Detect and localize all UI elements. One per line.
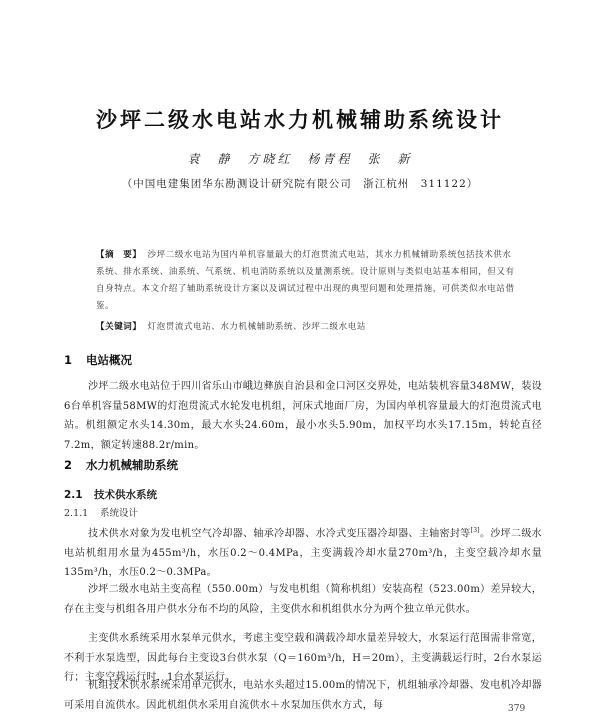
section-title: 电站概况 bbox=[86, 353, 132, 367]
page-number: 379 bbox=[508, 704, 526, 714]
subsection-title: 技术供水系统 bbox=[94, 489, 157, 501]
subsubsection-heading-2-1-1 bbox=[64, 505, 138, 519]
section-number: 1 bbox=[64, 353, 73, 367]
keywords-label: 【关键词】 bbox=[96, 322, 142, 332]
abstract-text: 沙坪二级水电站为国内单机容量最大的灯泡贯流式电站，其水力机械辅助系统包括技术供水系统、排水系统、油系统、气系统、机电消防系统以及量测系统。设计原则与类似电站基本相同，但又有自身特点。本文介绍了辅助系统设计方案以及调试过程中出现的典型问题和处理措施，可供类似水电站借鉴。 bbox=[96, 250, 515, 311]
section-title: 水力机械辅助系统 bbox=[86, 458, 178, 472]
keywords-text: 灯泡贯流式电站、水力机械辅助系统、沙坪二级水电站 bbox=[147, 322, 366, 332]
subsubsection-title: 系统设计 bbox=[100, 508, 139, 519]
citation-ref: [3] bbox=[470, 527, 480, 534]
paragraph-text: 技术供水对象为发电机空气冷却器、轴承冷却器、水冷式变压器冷却器、主轴密封等 bbox=[88, 528, 471, 540]
section-heading-1 bbox=[64, 352, 132, 368]
author-list: 袁 静 方晓红 杨青程 张 新 bbox=[187, 152, 413, 166]
subsection-number: 2.1 bbox=[64, 489, 83, 501]
section-number: 2 bbox=[64, 458, 73, 472]
subsection-heading-2-1 bbox=[64, 487, 157, 502]
abstract-label: 【摘 要】 bbox=[96, 250, 142, 260]
paragraph-technical-water bbox=[64, 521, 542, 583]
paragraph-transformer-pumps: 主变供水系统采用水泵单元供水，考虑主变空载和满载冷却水量差异较大，水泵运行范围需非常宽，不利于水泵选型，因此每台主变设3台供水泵（Q＝160m³/h，H＝20m），主变满载运行时，2台水泵运行；主变空载运行时，1台水泵运行。 bbox=[64, 633, 542, 683]
paragraph-text: 。沙坪二级水电站机组用水量为455m³/h，水压0.2～0.4MPa，主变满载冷却水量270m³/h，主变空载冷却水量135m³/h，水压0.2～0.3MPa。 bbox=[64, 528, 542, 579]
paragraph-transformer-elevation: 沙坪二级水电站主变高程（550.00m）与发电机组（简称机组）安装高程（523.00m）差异较大，存在主变与机组各用户供水分布不均的风险，主变供水和机组供水分为两个独立单元供水。 bbox=[64, 584, 542, 615]
paragraph-unit-water-supply: 机组技术供水系统采用单元供水，电站水头超过15.00m的情况下，机组轴承冷却器、发电机冷却器可采用自流供水。因此机组供水采用自流供水＋水泵加压供水方式，每 bbox=[64, 680, 542, 711]
section-1-paragraph: 沙坪二级水电站位于四川省乐山市峨边彝族自治县和金口河区交界处，电站装机容量348MW，装设6台单机容量58MW的灯泡贯流式水轮发电机组，河床式地面厂房，为国内单机容量最大的灯泡贯流式电站。机组额定水头14.30m，最大水头24.60m，最小水头5.90m，加权平均水头17.15m，转轮直径7.2m，额定转速88.2r/min。 bbox=[64, 381, 542, 451]
paper-title: 沙坪二级水电站水力机械辅助系统设计 bbox=[96, 108, 504, 132]
affiliation: （中国电建集团华东勘测设计研究院有限公司 浙江杭州 311122） bbox=[121, 178, 479, 190]
abstract-paragraph bbox=[96, 247, 516, 315]
keywords-paragraph bbox=[96, 319, 516, 336]
subsubsection-number: 2.1.1 bbox=[64, 508, 89, 519]
section-heading-2 bbox=[64, 457, 178, 473]
abstract-block bbox=[96, 247, 516, 336]
